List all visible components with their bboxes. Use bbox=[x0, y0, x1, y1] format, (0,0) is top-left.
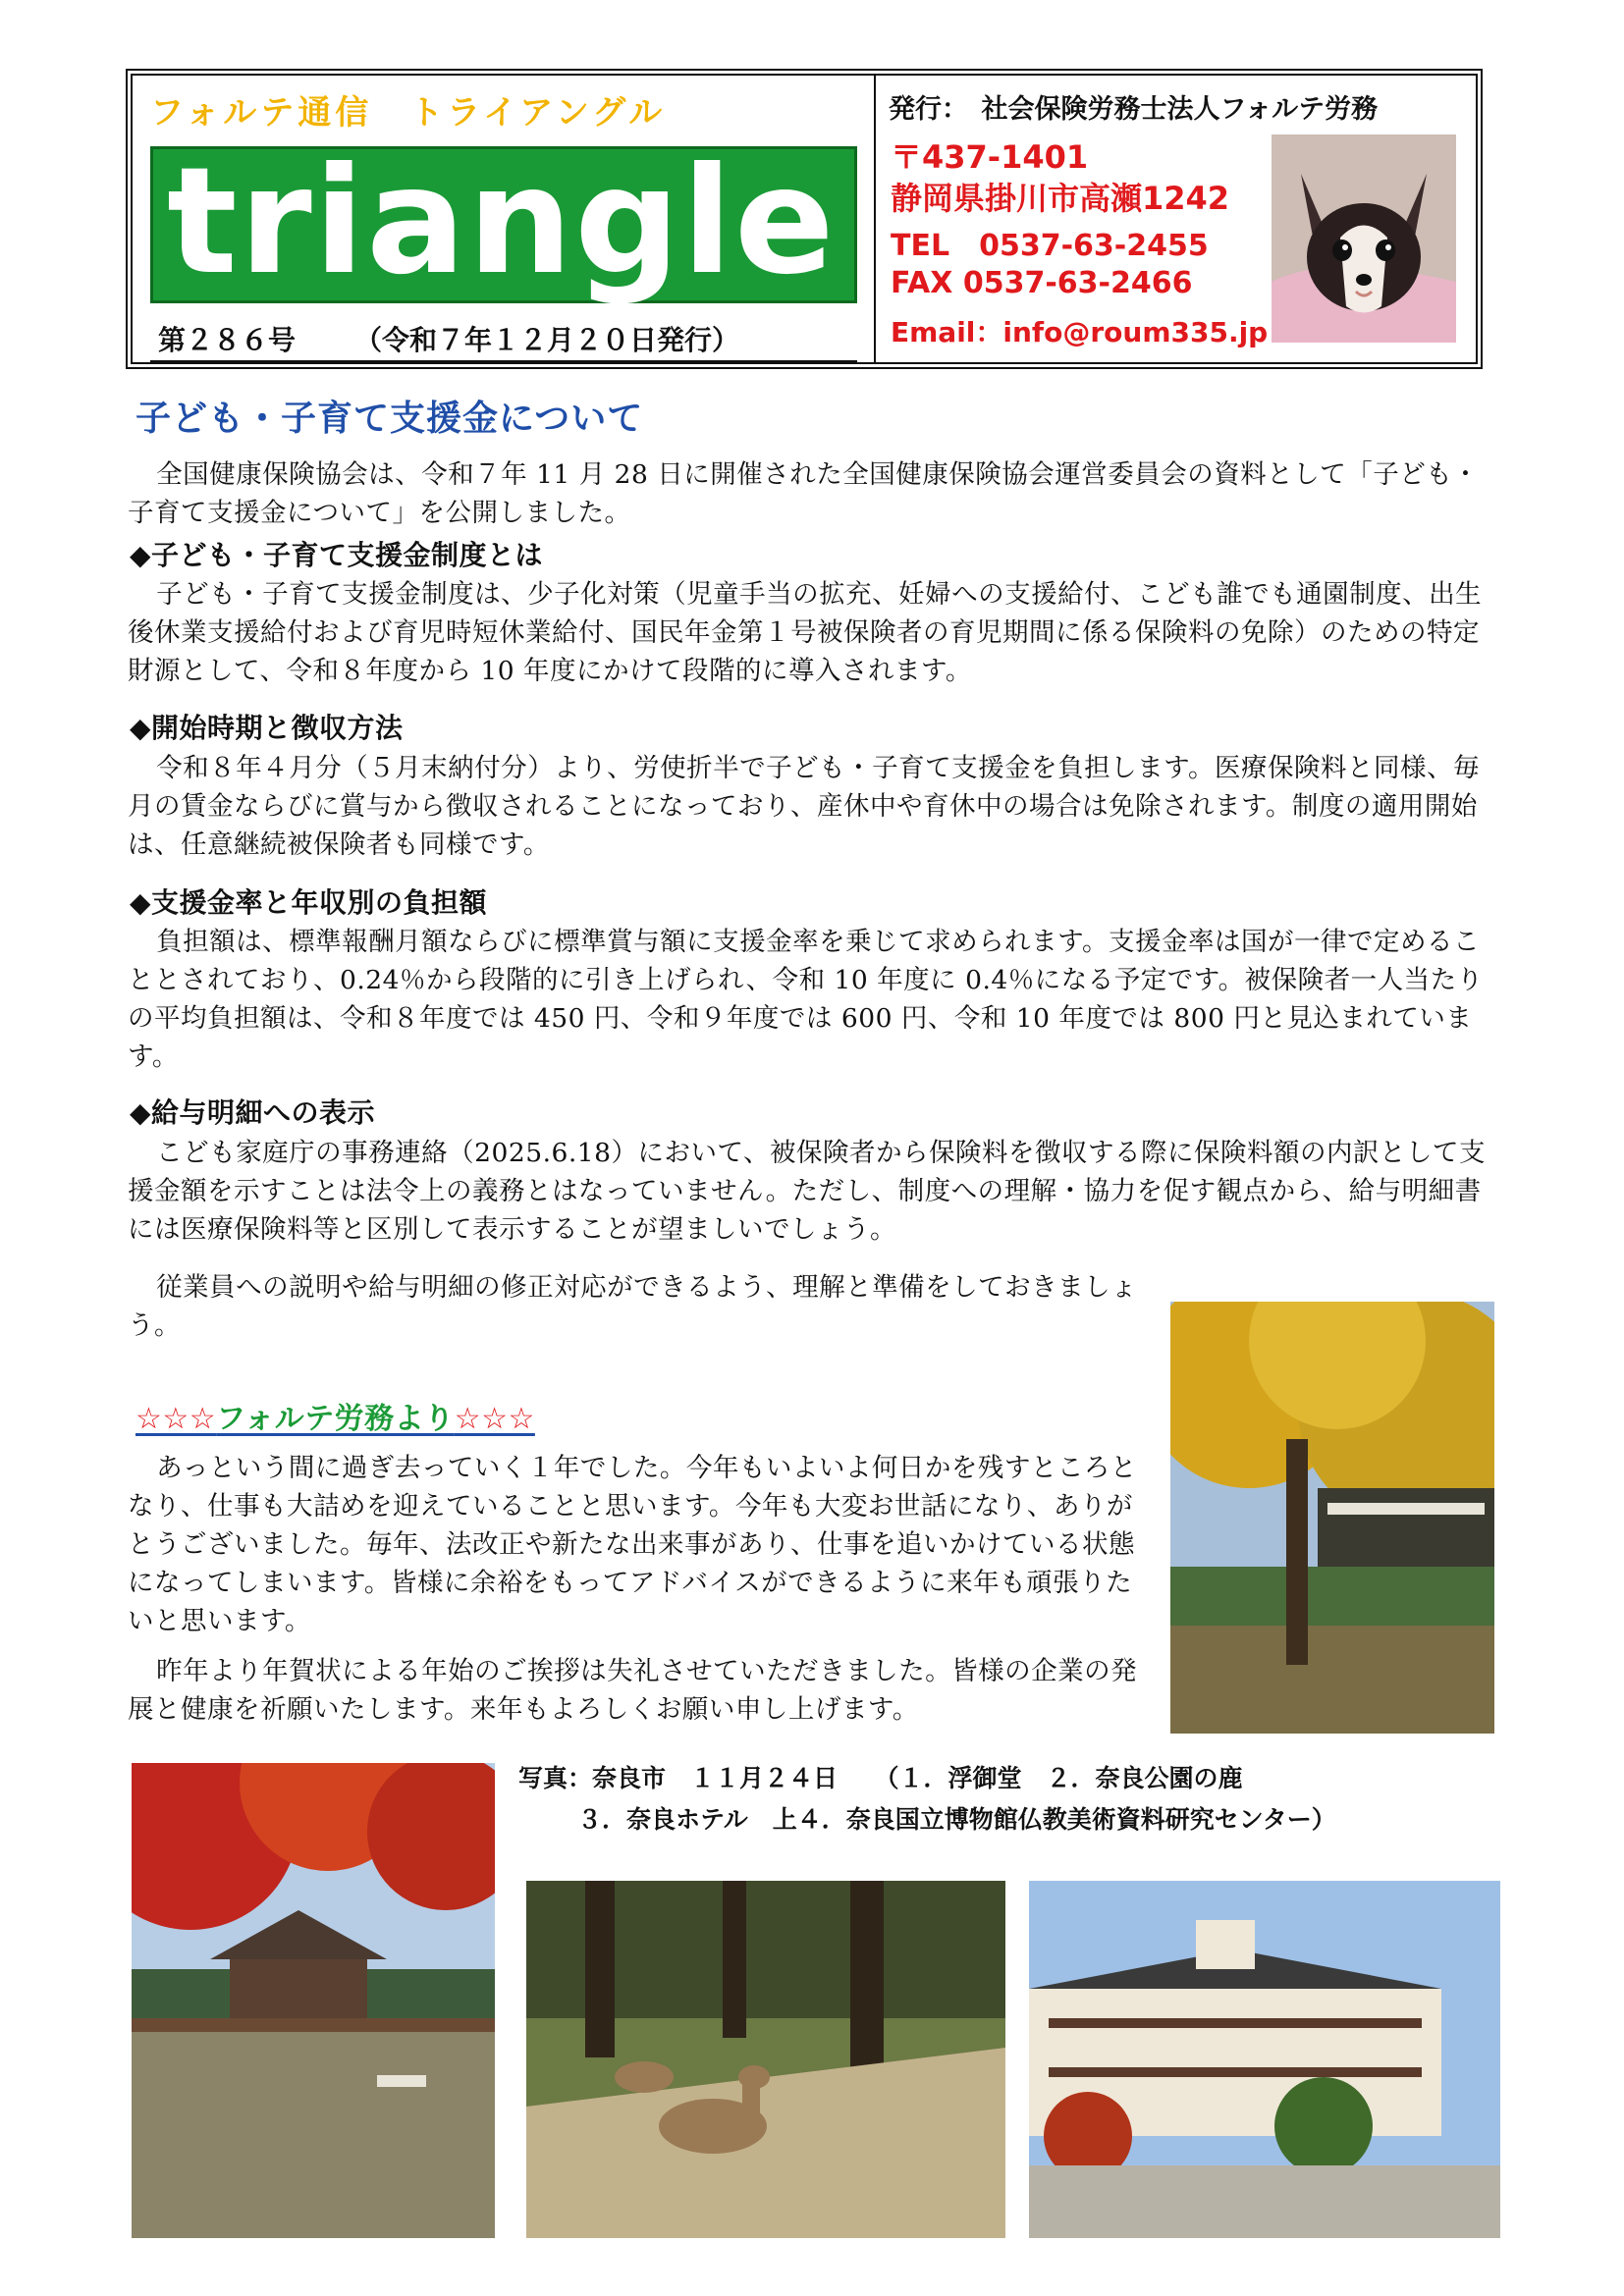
masthead bbox=[126, 69, 1483, 369]
forte-title-text: フォルテ労務より bbox=[216, 1402, 455, 1436]
article-intro: 全国健康保険協会は、令和７年 11 月 28 日に開催された全国健康保険協会運営委員会の資料として「子ども・子育て支援金について」を公開しました。 bbox=[128, 459, 1480, 528]
forte-section-title bbox=[135, 1400, 535, 1438]
article-closing: 従業員への説明や給与明細の修正対応ができるよう、理解と準備をしておきましょう。 bbox=[128, 1272, 1138, 1341]
issue-date: （令和７年１２月２０日発行） bbox=[354, 324, 740, 356]
tel: TEL 0537-63-2455 bbox=[891, 229, 1209, 263]
section-heading: ◆支援金率と年収別の負担額 bbox=[130, 886, 488, 919]
dog-photo bbox=[1272, 134, 1456, 343]
photo-caption: ３．奈良ホテル 上４．奈良国立博物館仏教美術資料研究センター） bbox=[577, 1805, 1336, 1834]
star-decoration: ☆☆☆ bbox=[135, 1402, 217, 1436]
forte-message: あっという間に過ぎ去っていく１年でした。今年もいよいよ何日かを残すところとなり、仕事も大詰めを迎えていることと思います。今年も大変お世話になり、ありがとうございました。毎年、法改正や新たな出来事があり、仕事を追いかけている状態になってしまいます。皆様に余裕をもってアドバイスができるように来年も頑張りたいと思います。 bbox=[128, 1453, 1137, 1636]
issue-line bbox=[150, 321, 857, 362]
logo-block bbox=[150, 136, 857, 307]
section-heading: ◆開始時期と徴収方法 bbox=[130, 712, 404, 744]
photo-caption: 写真：奈良市 １１月２４日 （１．浮御堂 ２．奈良公園の鹿 bbox=[518, 1764, 1243, 1792]
fax: FAX 0537-63-2466 bbox=[891, 266, 1193, 300]
section-body: こども家庭庁の事務連絡（2025.6.18）において、被保険者から保険料を徴収する際に保険料額の内訳として支援金額を示すことは法令上の義務とはなっていません。ただし、制度への理解・協力を促す観点から、給与明細書には医療保険料等と区別して表示することが望ましいでしょう。 bbox=[128, 1138, 1486, 1245]
ginkgo-photo bbox=[1170, 1302, 1494, 1734]
newsletter-kicker: フォルテ通信 トライアングル bbox=[150, 93, 667, 133]
chihuahua-illustration bbox=[1272, 134, 1456, 343]
article-title: 子ども・子育て支援金について bbox=[135, 399, 644, 439]
nara-park-deer-photo bbox=[526, 1881, 1005, 2238]
forte-message: 昨年より年賀状による年始のご挨拶は失礼させていただきました。皆様の企業の発展と健康を祈願いたします。来年もよろしくお願い申し上げます。 bbox=[128, 1656, 1138, 1725]
issue-number: 第２８６号 bbox=[158, 324, 297, 356]
postal-code: 〒437-1401 bbox=[891, 138, 1089, 176]
section-body: 令和８年４月分（５月末納付分）より、労使折半で子ども・子育て支援金を負担します。医療保険料と同様、毎月の賃金ならびに賞与から徴収されることになっており、産休中や育休中の場合は免除されます。制度の適用開始は、任意継続被保険者も同様です。 bbox=[128, 753, 1481, 860]
section-body: 負担額は、標準報酬月額ならびに標準賞与額に支援金率を乗じて求められます。支援金率は国が一律で定めることとされており、0.24％から段階的に引き上げられ、令和 10 年度に 0.4％になる予定です。被保険者一人当たりの平均負担額は、令和８年度では 450 円、令和９年度では 600 円、令和 10 年度では 800 円と見込まれています。 bbox=[128, 927, 1484, 1072]
publisher: 発行： 社会保険労務士法人フォルテ労務 bbox=[889, 94, 1379, 125]
email-link[interactable]: Email：info@roum335.jp bbox=[891, 316, 1269, 348]
section-body: 子ども・子育て支援金制度は、少子化対策（児童手当の拡充、妊婦への支援給付、こども誰でも通園制度、出生後休業支援給付および育児時短休業給付、国民年金第１号被保険者の育児期間に係る保険料の免除）のための特定財源として、令和８年度から 10 年度にかけて段階的に導入されます。 bbox=[128, 579, 1483, 686]
newsletter-logo: triangle bbox=[167, 136, 837, 307]
masthead-divider bbox=[874, 76, 876, 362]
section-heading: ◆給与明細への表示 bbox=[130, 1096, 376, 1129]
nara-hotel-photo bbox=[1029, 1881, 1500, 2238]
ukimido-pavilion-photo bbox=[132, 1763, 495, 2238]
address: 静岡県掛川市高瀬1242 bbox=[891, 180, 1230, 217]
star-decoration: ☆☆☆ bbox=[454, 1402, 535, 1436]
section-heading: ◆子ども・子育て支援金制度とは bbox=[130, 539, 544, 571]
